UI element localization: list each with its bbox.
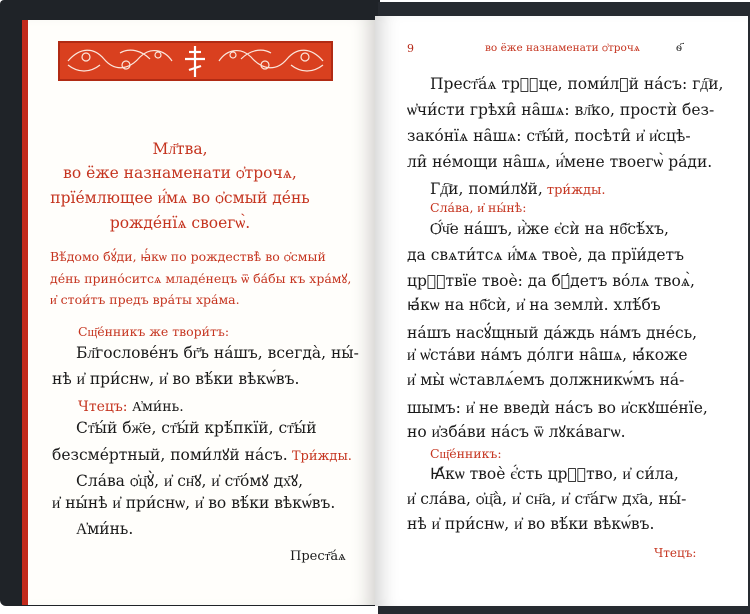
reader-label: Чтецъ: (78, 399, 128, 415)
glory-line: и҆ ны́нѣ и҆ при́снѡ, и҆ во вѣ́ки вѣкѡ́въ. (52, 494, 336, 512)
rubric-intro-line: де́нь прино́ситсѧ младе́нецъ ѿ ба́бы къ хра́мꙋ, (50, 271, 352, 286)
prayer-title-line: прїе́млющее и҆́мѧ во ѻ҆смый де́нь (50, 189, 310, 207)
lords-prayer-line: и҆ мы̀ ѡ҆ставлѧ́емъ должникѡ́мъ на́- (407, 371, 685, 389)
lord-have-mercy (430, 177, 606, 199)
trisagion-line-2 (52, 443, 352, 465)
blessing-line: Бл҃гослове́нъ бг҃ъ на́шъ, всегда̀, ны́- (76, 344, 359, 362)
glory-line: Сла́ва ѻ҆ц҃ꙋ̀, и҆ сн҃ꙋ, и҆ ст҃о́мꙋ дх҃ꙋ, (76, 472, 304, 490)
lords-prayer-line: Ѻ҆́ч҃е на́шъ, и҆̀же є҆сѝ на нб҃сѣ́хъ, (430, 220, 669, 238)
lords-prayer-line: црⷭ҇твїе твоѐ: да бꙋ́детъ во́лѧ твоѧ̀, (407, 272, 695, 290)
glory-now-rubric: Сла́ва, и҆ ны́нѣ: (430, 200, 527, 215)
reader-response (78, 399, 184, 416)
priest-label-right: Сщ҃е́нникъ: (430, 446, 502, 461)
trinity-line: ѡ҆чи́сти грѣхи̑ на̑шѧ: вл҃ко, простѝ без- (407, 101, 715, 119)
lords-prayer-line: и҆ ѡ҆ста́ви на́мъ до́лги на̑шѧ, ꙗ҆́коже (407, 346, 688, 364)
lords-prayer-line: но и҆зба́ви на́съ ѿ лꙋка́вагѡ. (407, 423, 626, 441)
doxology-line: и҆ сла́ва, ѻ҆ц҃а̀, и҆ сн҃а, и҆ ст҃а́гѡ дх҃а, ны́- (407, 490, 687, 508)
thrice-rubric: три́жды. (542, 183, 606, 198)
signature-mark: ѳ҃ (676, 40, 682, 54)
reader-text: А҆ми́нь. (127, 399, 184, 415)
ornamental-headpiece (58, 41, 333, 81)
amen-line: А҆ми́нь. (76, 520, 134, 538)
catchword-right: Чтецъ: (654, 546, 697, 560)
prayer-title-line: во ёже назнаменати ѻ҆трочѧ, (63, 164, 297, 182)
page-number: 9 (407, 42, 414, 55)
cross-ornament-icon (60, 43, 331, 79)
prayer-title-line: Мл҃тва, (152, 140, 208, 158)
doxology-line: нѣ и҆ при́снѡ, и҆ во вѣ́ки вѣкѡ́въ. (407, 515, 655, 533)
lords-prayer-line: да свѧти́тсѧ и҆́мѧ твоѐ, да прїи́детъ (407, 246, 684, 264)
trinity-line: зако́нїѧ на̑шѧ: ст҃ы́й, посѣти̑ и҆ и҆сцѣ- (407, 127, 691, 145)
rubric-intro-line: и҆ стои́тъ предъ вра́ты хра́ма. (50, 292, 240, 307)
trisagion-text: безсме́ртный, поми́лꙋй на́съ. (52, 446, 288, 464)
blessing-line: нѣ и҆ при́снѡ, и҆ во вѣ́ки вѣкѡ́въ. (52, 370, 300, 388)
doxology-line: Ꙗ҆́кѡ твоѐ є҆́сть црⷭ҇тво, и҆ си́ла, (430, 465, 679, 483)
priest-label: Сщ҃е́нникъ же твори́тъ: (78, 324, 230, 339)
trinity-line: ли̑ не́мощи на̑шѧ, и҆́мене твоегѡ̀ ра́ди. (407, 153, 713, 171)
catchword-left: Прест҃а́ѧ (290, 549, 346, 564)
prayer-title-line: рожде́нїѧ своегѡ̀. (109, 214, 251, 232)
lord-have-mercy-text: Гд҇и, поми́лꙋй, (430, 180, 543, 198)
lords-prayer-line: шымъ: и҆ не введѝ на́съ во и҆скꙋше́нїе, (407, 399, 708, 417)
trinity-line: Прест҃а́ѧ трⷪ҇це, поми́лꙋй на́съ: гд҇и, (430, 75, 724, 93)
left-page (22, 20, 375, 605)
running-head: во ёже назнаменати ѻ҆трочѧ (485, 42, 640, 54)
lords-prayer-line: ꙗ҆́кѡ на нб҃сѝ, и҆ на землѝ. хлѣ́бъ (407, 296, 661, 314)
rubric-intro-line: Вѣ́домо бꙋ́ди, ꙗ҆́кѡ по рождествѣ̀ во ѻ҆смый (50, 249, 326, 264)
lords-prayer-line: на́шъ насꙋ́щный да́ждь на́мъ дне́сь, (407, 324, 698, 342)
thrice-rubric: Три́жды. (287, 449, 352, 464)
trisagion-line: Ст҃ы́й бж҃е, ст҃ы́й крѣ́пкїй, ст҃ы́й (76, 419, 317, 437)
